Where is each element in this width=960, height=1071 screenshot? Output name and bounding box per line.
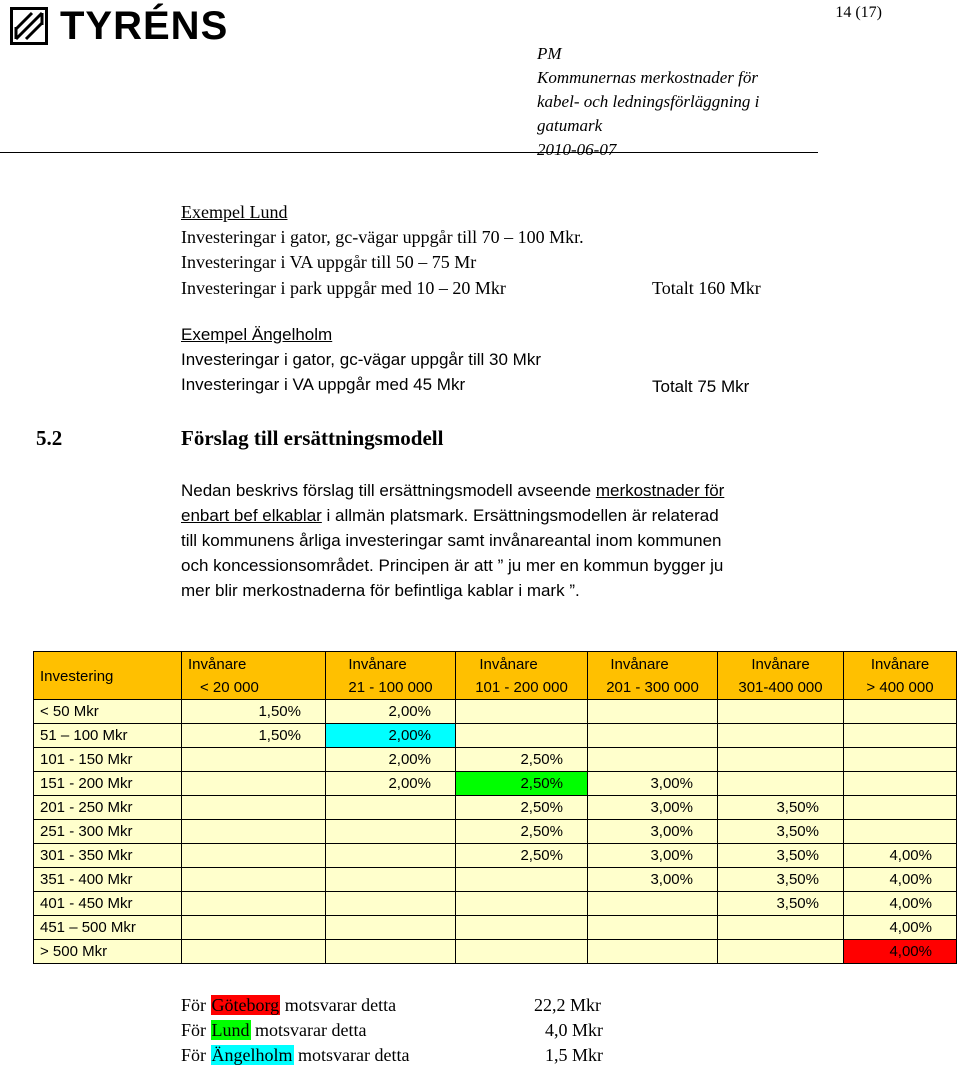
rate-cell: 3,00% <box>588 820 718 844</box>
rate-cell: 3,50% <box>718 892 844 916</box>
rate-cell: 4,00% <box>844 868 957 892</box>
lund-title: Exempel Lund <box>181 202 288 222</box>
row-label: 51 – 100 Mkr <box>34 724 182 748</box>
rate-cell <box>588 940 718 964</box>
header-range: 301-400 000 <box>738 678 823 696</box>
header-pop-6 <box>844 652 957 700</box>
bottom-prefix: För <box>181 1020 207 1040</box>
meta-title-3: gatumark <box>537 116 603 135</box>
row-label: 451 – 500 Mkr <box>34 916 182 940</box>
rate-cell: 2,50% <box>456 820 588 844</box>
row-label: 301 - 350 Mkr <box>34 844 182 868</box>
rate-cell <box>844 820 957 844</box>
header-label: Invånare <box>479 655 538 673</box>
goteborg-line <box>181 993 396 1017</box>
rate-cell <box>182 796 326 820</box>
rate-cell <box>182 892 326 916</box>
rate-cell: 2,50% <box>456 796 588 820</box>
header-pop-4 <box>588 652 718 700</box>
paragraph-line-1 <box>181 479 724 503</box>
rate-cell: 2,00% <box>326 748 456 772</box>
rate-cell <box>588 748 718 772</box>
bottom-suffix: motsvarar detta <box>298 1045 410 1065</box>
paragraph-text: Ersättningsmodellen är relaterad <box>468 506 719 525</box>
rate-cell: 1,50% <box>182 724 326 748</box>
lund-line-1: Investeringar i gator, gc-vägar uppgår till 70 – 100 Mkr. <box>181 227 584 247</box>
rate-cell <box>588 916 718 940</box>
rate-cell: 3,00% <box>588 796 718 820</box>
rate-cell <box>844 748 957 772</box>
lund-highlight: Lund <box>211 1020 250 1040</box>
rate-cell-goteborg-highlight: 4,00% <box>844 940 957 964</box>
rate-cell <box>588 724 718 748</box>
header-pop-2 <box>326 652 456 700</box>
row-label: 201 - 250 Mkr <box>34 796 182 820</box>
rate-cell <box>326 844 456 868</box>
tyrens-logo <box>10 6 228 46</box>
rate-cell <box>326 796 456 820</box>
rate-cell <box>456 724 588 748</box>
lund-line <box>181 1018 366 1042</box>
rate-cell <box>326 820 456 844</box>
table-row <box>34 748 957 772</box>
page-number: 14 (17) <box>835 4 882 21</box>
rate-cell <box>718 940 844 964</box>
rate-cell: 1,50% <box>182 700 326 724</box>
header-investering <box>34 652 182 700</box>
rate-cell: 3,00% <box>588 844 718 868</box>
header-label: Invånare <box>751 655 810 673</box>
angelholm-line-2: Investeringar i VA uppgår med 45 Mkr <box>181 375 466 394</box>
table-row <box>34 700 957 724</box>
row-label: > 500 Mkr <box>34 940 182 964</box>
meta-date: 2010-06-07 <box>537 140 617 159</box>
row-label: 101 - 150 Mkr <box>34 748 182 772</box>
rate-cell <box>718 772 844 796</box>
lund-value: 4,0 Mkr <box>545 1020 603 1040</box>
meta-title-1: Kommunernas merkostnader för <box>537 68 758 87</box>
rate-cell: 3,50% <box>718 820 844 844</box>
row-label: 251 - 300 Mkr <box>34 820 182 844</box>
header-range: 201 - 300 000 <box>606 678 699 696</box>
rate-cell <box>182 844 326 868</box>
rate-cell <box>718 700 844 724</box>
row-label: < 50 Mkr <box>34 700 182 724</box>
rate-cell <box>456 868 588 892</box>
rate-cell: 3,00% <box>588 868 718 892</box>
header-pop-1 <box>182 652 326 700</box>
rate-cell: 2,00% <box>326 700 456 724</box>
rate-cell-angelholm-highlight: 2,00% <box>326 724 456 748</box>
bottom-suffix: motsvarar detta <box>255 1020 367 1040</box>
logo-wordmark: TYRÉNS <box>60 4 229 48</box>
table-row <box>34 868 957 892</box>
paragraph-text: Nedan beskrivs förslag till ersättningsmodell avseende <box>181 481 596 500</box>
paragraph-underlined: enbart bef elkablar <box>181 506 322 525</box>
paragraph-text: i allmän platsmark. <box>321 506 469 525</box>
rate-cell <box>456 940 588 964</box>
rate-cell <box>182 868 326 892</box>
rate-cell <box>844 724 957 748</box>
angelholm-title: Exempel Ängelholm <box>181 325 333 344</box>
lund-total: Totalt 160 Mkr <box>652 278 761 298</box>
bottom-prefix: För <box>181 995 207 1015</box>
bottom-prefix: För <box>181 1045 207 1065</box>
rate-cell-lund-highlight: 2,50% <box>456 772 588 796</box>
rate-cell <box>182 916 326 940</box>
goteborg-highlight: Göteborg <box>211 995 280 1015</box>
paragraph-text: och koncessionsområdet. <box>181 556 374 575</box>
header-pop-5 <box>718 652 844 700</box>
paragraph-underlined: merkostnader för <box>595 481 725 500</box>
table-header-row <box>34 652 957 700</box>
table-row <box>34 796 957 820</box>
rate-cell: 4,00% <box>844 892 957 916</box>
rate-cell <box>326 916 456 940</box>
paragraph-line-4 <box>181 554 723 578</box>
lund-line-2: Investeringar i VA uppgår till 50 – 75 Mr <box>181 252 477 272</box>
paragraph-line-2 <box>181 504 719 528</box>
table-row <box>34 820 957 844</box>
paragraph-text: Principen är att ” ju mer en kommun bygger ju <box>373 556 724 575</box>
header-label: Invånare <box>188 655 247 673</box>
rate-cell <box>588 892 718 916</box>
header-label: Investering <box>40 667 114 685</box>
rate-cell <box>182 940 326 964</box>
row-label: 401 - 450 Mkr <box>34 892 182 916</box>
rate-cell: 4,00% <box>844 916 957 940</box>
rate-cell <box>456 892 588 916</box>
header-range: < 20 000 <box>200 678 259 696</box>
rate-cell <box>456 700 588 724</box>
rate-cell <box>182 748 326 772</box>
rate-cell <box>182 772 326 796</box>
bottom-suffix: motsvarar detta <box>284 995 397 1015</box>
tyrens-logo-icon <box>10 7 48 45</box>
paragraph-line-3: till kommunens årliga investeringar samt invånareantal inom kommunen <box>181 531 722 550</box>
table-row <box>34 772 957 796</box>
angelholm-total: Totalt 75 Mkr <box>652 377 750 396</box>
row-label: 351 - 400 Mkr <box>34 868 182 892</box>
angelholm-line-1: Investeringar i gator, gc-vägar uppgår till 30 Mkr <box>181 350 542 369</box>
table-row <box>34 940 957 964</box>
rate-cell <box>326 868 456 892</box>
angelholm-value: 1,5 Mkr <box>545 1045 603 1065</box>
rate-cell <box>844 700 957 724</box>
paragraph-line-5: mer blir merkostnaderna för befintliga kablar i mark ”. <box>181 581 580 600</box>
header-rule <box>0 152 818 153</box>
angelholm-highlight: Ängelholm <box>211 1045 293 1065</box>
header-range: 21 - 100 000 <box>348 678 433 696</box>
section-heading <box>36 426 443 451</box>
lund-line-3: Investeringar i park uppgår med 10 – 20 Mkr <box>181 278 506 298</box>
rate-cell <box>718 748 844 772</box>
rate-cell <box>182 820 326 844</box>
rate-cell: 4,00% <box>844 844 957 868</box>
table-row <box>34 892 957 916</box>
rate-cell: 3,50% <box>718 868 844 892</box>
table-row <box>34 724 957 748</box>
rate-cell: 3,00% <box>588 772 718 796</box>
rate-cell <box>456 916 588 940</box>
rate-cell <box>588 700 718 724</box>
header-range: > 400 000 <box>866 679 934 696</box>
rate-cell <box>844 772 957 796</box>
goteborg-value: 22,2 Mkr <box>534 995 601 1015</box>
document-meta <box>537 42 759 162</box>
rate-cell: 2,50% <box>456 844 588 868</box>
table-row <box>34 916 957 940</box>
rate-cell <box>844 796 957 820</box>
table-row <box>34 844 957 868</box>
header-pop-3 <box>456 652 588 700</box>
header-label: Invånare <box>348 655 407 673</box>
header-label: Invånare <box>610 655 669 673</box>
header-range: 101 - 200 000 <box>475 678 568 696</box>
rate-cell <box>718 916 844 940</box>
rate-cell <box>326 892 456 916</box>
compensation-table <box>33 651 957 964</box>
header-label: Invånare <box>870 656 930 673</box>
rate-cell <box>718 724 844 748</box>
rate-cell: 3,50% <box>718 796 844 820</box>
rate-cell: 3,50% <box>718 844 844 868</box>
row-label: 151 - 200 Mkr <box>34 772 182 796</box>
meta-title-2: kabel- och ledningsförläggning i <box>537 92 760 111</box>
angelholm-line <box>181 1043 409 1067</box>
rate-cell: 2,00% <box>326 772 456 796</box>
section-number: 5.2 <box>36 426 63 450</box>
meta-type: PM <box>537 44 562 63</box>
section-title: Förslag till ersättningsmodell <box>181 426 444 450</box>
rate-cell: 2,50% <box>456 748 588 772</box>
rate-cell <box>326 940 456 964</box>
